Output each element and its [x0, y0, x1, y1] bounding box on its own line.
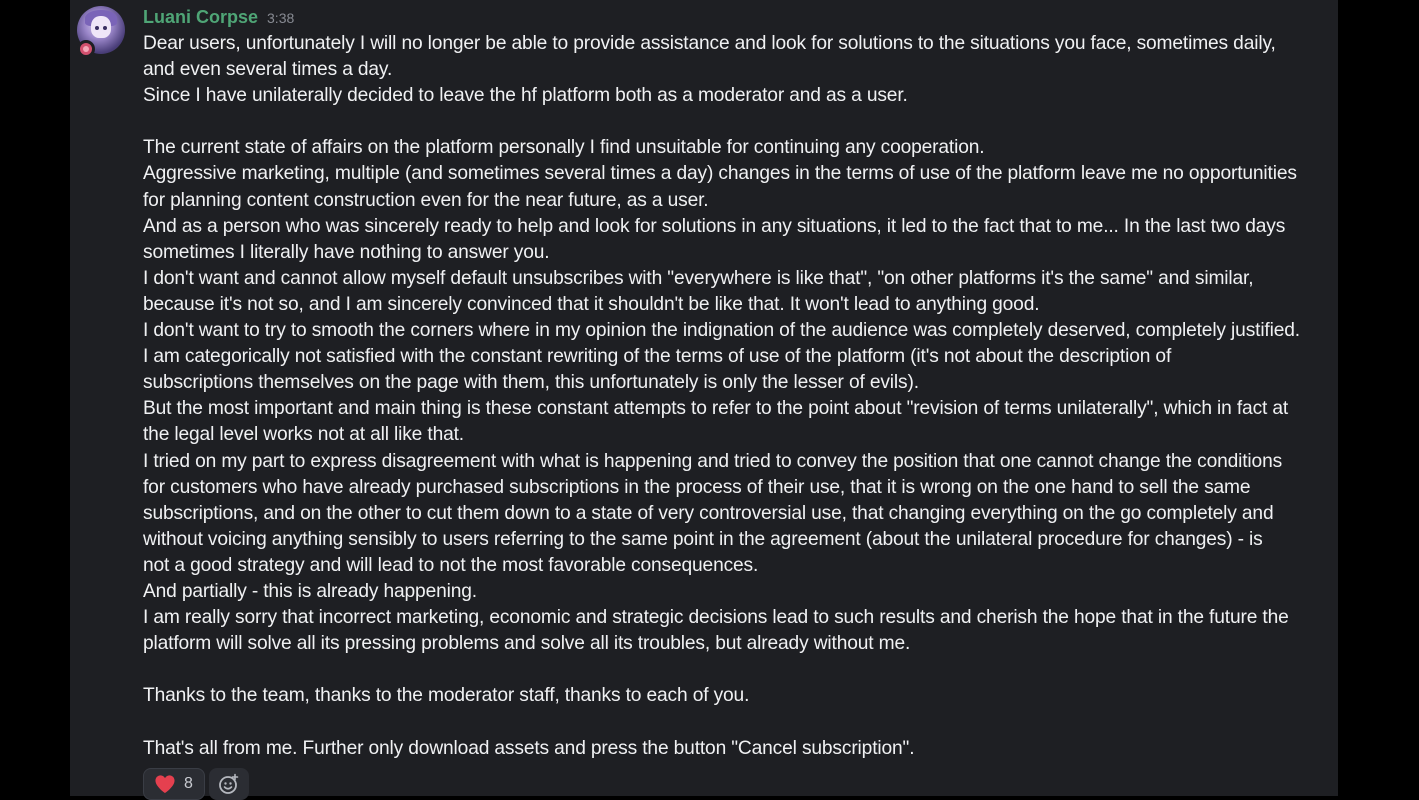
status-badge: [77, 40, 95, 58]
heart-icon: [154, 774, 176, 794]
message-line: That's all from me. Further only download assets and press the button "Cancel subscription".: [143, 737, 915, 759]
message-line: because it's not so, and I am sincerely convinced that it shouldn't be like that. It won't lead to anything good.: [143, 293, 1040, 315]
message-body: [143, 31, 1348, 762]
message-line: Aggressive marketing, multiple (and sometimes several times a day) changes in the terms of use of the platform leave me no opportunities: [143, 163, 1297, 185]
avatar-eye-right: [103, 26, 107, 30]
message-line: for planning content construction even for the near future, as a user.: [143, 189, 709, 211]
message-line: the legal level works not at all like that.: [143, 424, 464, 446]
reaction-heart-button[interactable]: [143, 768, 205, 800]
avatar-eye-left: [95, 26, 99, 30]
message-line: I don't want to try to smooth the corners where in my opinion the indignation of the audience was completely deserved, completely justified.: [143, 320, 1300, 342]
message-line: and even several times a day.: [143, 59, 393, 81]
message-line: I tried on my part to express disagreement with what is happening and tried to convey the position that one cannot change the conditions: [143, 450, 1283, 472]
message-line: subscriptions themselves on the page with them, this unfortunately is only the lesser of evils).: [143, 372, 919, 394]
message-line: [143, 109, 1348, 135]
add-reaction-button[interactable]: [209, 768, 249, 800]
message-header: [143, 7, 294, 31]
message-line: But the most important and main thing is these constant attempts to refer to the point about "revision of terms unilaterally", which in fact at: [143, 398, 1289, 420]
message-line: And partially - this is already happening.: [143, 580, 477, 602]
message-timestamp[interactable]: 3:38: [267, 10, 295, 26]
avatar-face: [91, 16, 111, 38]
message-line: I don't want and cannot allow myself default unsubscribes with "everywhere is like that", "on other platforms it's the same" and similar,: [143, 267, 1254, 289]
message-line: Dear users, unfortunately I will no longer be able to provide assistance and look for solutions to the situations you face, sometimes daily,: [143, 33, 1276, 54]
message-line: Since I have unilaterally decided to leave the hf platform both as a moderator and as a user.: [143, 85, 908, 107]
reaction-bar: [143, 768, 249, 800]
author-name[interactable]: Luani Corpse: [143, 7, 259, 27]
message-line: subscriptions, and on the other to cut them down to a state of very controversial use, that changing everything on the go completely and: [143, 502, 1274, 524]
message-line: [143, 657, 1348, 683]
message-line: I am really sorry that incorrect marketing, economic and strategic decisions lead to such results and cherish the hope that in the future the: [143, 607, 1289, 629]
message-line: I am categorically not satisfied with the constant rewriting of the terms of use of the platform (it's not about the description of: [143, 346, 1172, 368]
message-line: sometimes I literally have nothing to answer you.: [143, 241, 550, 263]
reaction-count: 8: [184, 775, 193, 792]
message-line: The current state of affairs on the platform personally I find unsuitable for continuing any cooperation.: [143, 137, 985, 159]
message-line: without voicing anything sensibly to users referring to the same point in the agreement (about the unilateral procedure for changes) - is: [143, 528, 1263, 550]
message-line: for customers who have already purchased subscriptions in the process of their use, that it is wrong on the one hand to sell the same: [143, 476, 1251, 498]
message-line: And as a person who was sincerely ready to help and look for solutions in any situations, it led to the fact that to me... In the last two days: [143, 215, 1286, 237]
message-line: not a good strategy and will lead to not the most favorable consequences.: [143, 554, 759, 576]
message-line: Thanks to the team, thanks to the moderator staff, thanks to each of you.: [143, 685, 750, 707]
message-line: [143, 709, 1348, 735]
message-line: platform will solve all its pressing problems and solve all its troubles, but already without me.: [143, 633, 911, 655]
add-reaction-icon: [218, 773, 240, 795]
